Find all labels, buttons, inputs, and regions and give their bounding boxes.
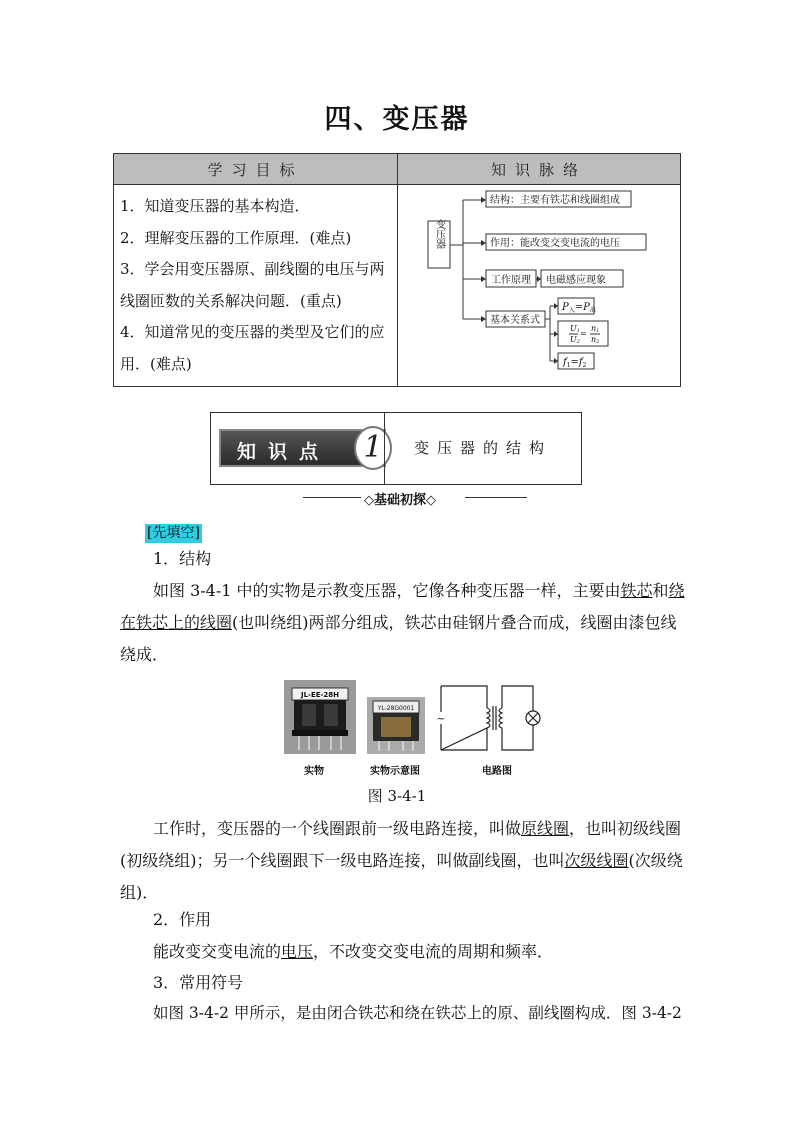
paragraph-structure-line2: 在铁芯上的线圈(也叫绕组)两部分组成，铁芯由硅钢片叠合而成，线圈由漆包线 xyxy=(120,613,677,632)
svg-text:n1: n1 xyxy=(591,324,600,334)
paragraph-coils-line3: 组)． xyxy=(120,883,159,902)
figure-label-real: 实物 xyxy=(304,766,324,777)
svg-text:U1: U1 xyxy=(570,324,580,334)
formula-power: $P_入=P_出$ xyxy=(562,302,596,314)
objective-item: 3．学会用变压器原、副线圈的电压与两线圈匝数的关系解决问题．(重点) xyxy=(120,260,385,310)
paragraph-coils-line2: (初级绕组)；另一个线圈跟下一级电路连接，叫做副线圈，也叫次级线圈(次级绕 xyxy=(120,851,683,870)
objectives-list xyxy=(114,185,398,387)
objective-item: 2．理解变压器的工作原理．(难点) xyxy=(120,228,352,247)
page-title: 四、变压器 xyxy=(324,104,470,135)
mindmap-function: 作用：能改变交变电流的电压 xyxy=(490,238,620,249)
objectives-header: 学习目标 xyxy=(114,154,398,185)
mindmap-phenomenon: 电磁感应现象 xyxy=(546,275,606,286)
heading-structure: 1．结构 xyxy=(153,549,212,568)
knowledge-point-banner xyxy=(210,412,582,485)
heading-function: 2．作用 xyxy=(153,910,212,929)
mindmap-structure: 结构：主要有铁芯和线圈组成 xyxy=(490,195,620,206)
figure-label-circuit: 电路图 xyxy=(482,766,512,777)
objective-item: 4．知道常见的变压器的类型及它们的应用．(难点) xyxy=(120,323,385,373)
figure-label-model: 实物示意图 xyxy=(370,766,420,777)
objective-item: 1．知道变压器的基本构造． xyxy=(120,197,310,215)
photo-real-transformer xyxy=(284,680,356,754)
section-divider-right xyxy=(465,497,527,498)
answer-primary-coil: 原线圈 xyxy=(521,819,570,838)
model-label-1: JL-EE-28H xyxy=(300,691,340,699)
knowledge-point-tag xyxy=(219,429,386,467)
paragraph-coils-line1: 工作时，变压器的一个线圈跟前一级电路连接，叫做原线圈，也叫初级线圈 xyxy=(153,819,682,838)
answer-coil: 在铁芯上的线圈 xyxy=(120,613,233,632)
mindmap-root: 变压器 xyxy=(433,219,445,249)
circuit-diagram xyxy=(435,680,557,756)
svg-text:U2: U2 xyxy=(570,335,580,345)
fill-blank-label: [先填空] xyxy=(147,525,200,541)
ac-source-symbol: ~ xyxy=(436,712,446,725)
section-label: ◇基础初探◇ xyxy=(364,493,436,508)
heading-symbols: 3．常用符号 xyxy=(153,973,244,992)
paragraph-function: 能改变交变电流的电压，不改变交变电流的周期和频率． xyxy=(153,942,554,961)
knowledge-point-title: 变压器的结构 xyxy=(413,439,552,457)
paragraph-symbols: 如图 3-4-2 甲所示，是由闭合铁芯和绕在铁芯上的原、副线圈构成．图 3-4-2 xyxy=(153,1004,682,1022)
mindmap-relations: 基本关系式 xyxy=(490,315,540,326)
answer-secondary-coil: 次级线圈 xyxy=(564,851,629,870)
photo-transformer-model xyxy=(367,697,425,754)
formula-frequency: $f_1=f_2$ xyxy=(563,357,587,369)
knowledge-context-header: 知识脉络 xyxy=(398,154,681,185)
mindmap-diagram xyxy=(398,185,682,388)
answer-voltage: 电压 xyxy=(281,942,314,961)
section-divider-left xyxy=(303,497,361,498)
figure-caption: 图 3-4-1 xyxy=(367,787,427,805)
svg-text:=: = xyxy=(580,329,587,338)
paragraph-structure-line3: 绕成． xyxy=(120,645,169,664)
mindmap-principle: 工作原理 xyxy=(491,275,531,286)
mindmap-cell xyxy=(398,185,681,387)
model-label-2: YL-28G0001 xyxy=(377,705,415,712)
svg-text:n2: n2 xyxy=(591,335,600,345)
knowledge-point-number: 1 xyxy=(354,426,392,470)
knowledge-point-tag-text: 知识点 xyxy=(237,441,331,463)
objectives-table xyxy=(113,153,681,387)
answer-iron-core: 铁芯 xyxy=(620,581,653,600)
paragraph-structure-line1: 如图 3-4-1 中的实物是示教变压器，它像各种变压器一样，主要由铁芯和绕 xyxy=(153,581,685,600)
